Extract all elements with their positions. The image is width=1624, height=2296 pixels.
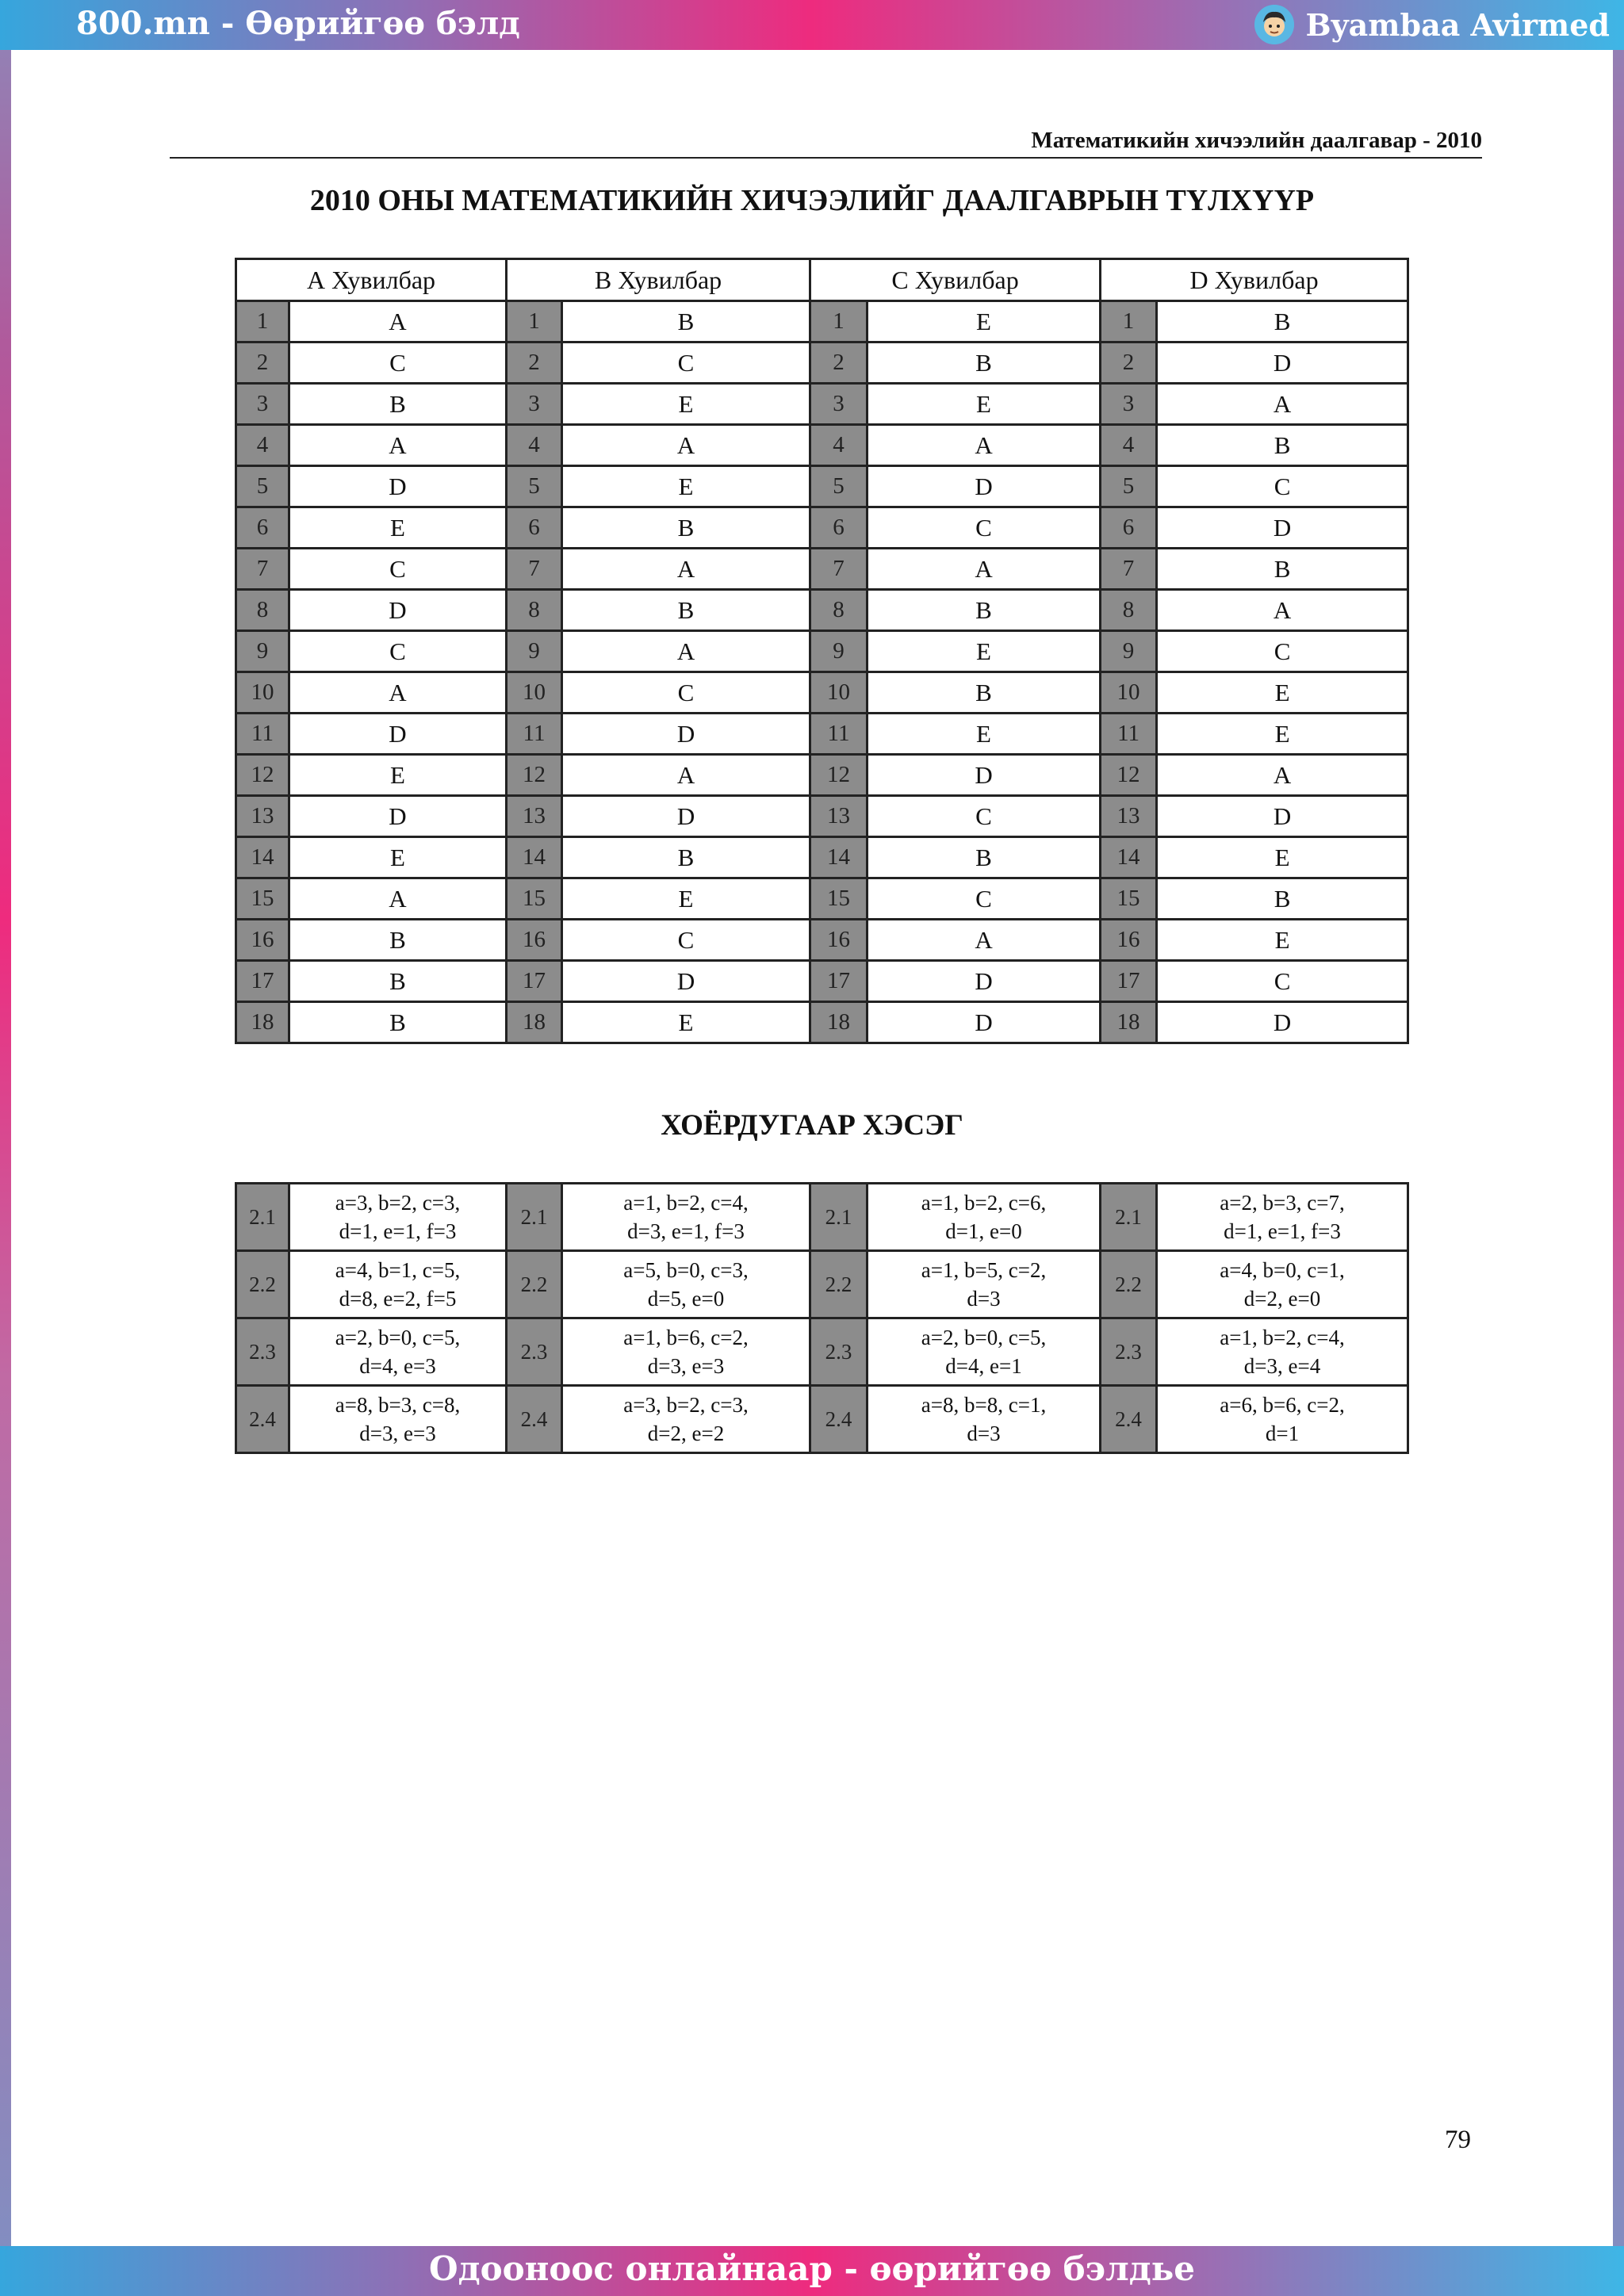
answer-cell: E	[868, 384, 1101, 425]
answer-cell: D	[562, 796, 810, 837]
question-number-cell: 2.2	[236, 1251, 289, 1318]
user-badge[interactable]	[1254, 3, 1610, 46]
answer-cell	[868, 1386, 1101, 1453]
variant-header: С Хувилбар	[810, 259, 1101, 301]
top-banner	[0, 0, 1624, 50]
answer-cell	[1157, 1184, 1408, 1251]
table-row	[236, 631, 1408, 672]
answer-cell	[868, 1251, 1101, 1318]
answer-cell: D	[1157, 342, 1408, 384]
question-number-cell: 4	[507, 425, 562, 466]
answer-cell: E	[868, 301, 1101, 342]
footer-slogan[interactable]: Одооноос онлайнаар - өөрийгөө бэлдье	[428, 2249, 1196, 2288]
answer-line: d=2, e=0	[1243, 1287, 1321, 1311]
bottom-banner	[0, 2246, 1624, 2296]
variant-header-row	[236, 259, 1408, 301]
answer-cell	[289, 1251, 507, 1318]
question-number-cell: 2	[1101, 342, 1157, 384]
answer-cell: A	[562, 425, 810, 466]
question-number-cell: 14	[1101, 837, 1157, 878]
question-number-cell: 13	[507, 796, 562, 837]
question-number-cell: 2.3	[507, 1318, 562, 1386]
question-number-cell: 17	[810, 961, 868, 1002]
answer-line: a=1, b=6, c=2,	[623, 1325, 749, 1349]
table-row	[236, 590, 1408, 631]
table-row	[236, 1386, 1408, 1453]
question-number-cell: 2.4	[1101, 1386, 1157, 1453]
question-number-cell: 2.3	[236, 1318, 289, 1386]
answer-cell: A	[289, 878, 507, 920]
table-row	[236, 796, 1408, 837]
question-number-cell: 2.2	[1101, 1251, 1157, 1318]
answer-cell: B	[868, 590, 1101, 631]
answer-line: d=3	[967, 1287, 1001, 1311]
question-number-cell: 1	[810, 301, 868, 342]
answer-line: a=6, b=6, c=2,	[1220, 1392, 1345, 1417]
question-number-cell: 14	[507, 837, 562, 878]
question-number-cell: 11	[507, 714, 562, 755]
answer-cell	[562, 1386, 810, 1453]
table-row	[236, 878, 1408, 920]
question-number-cell: 1	[507, 301, 562, 342]
table-row	[236, 961, 1408, 1002]
question-number-cell: 2.2	[810, 1251, 868, 1318]
question-number-cell: 8	[1101, 590, 1157, 631]
question-number-cell: 5	[507, 466, 562, 507]
question-number-cell: 2	[810, 342, 868, 384]
table-row	[236, 755, 1408, 796]
answer-line: d=5, e=0	[647, 1287, 725, 1311]
question-number-cell: 17	[236, 961, 289, 1002]
answer-cell	[289, 1386, 507, 1453]
variant-header: А Хувилбар	[236, 259, 507, 301]
answer-cell: A	[562, 755, 810, 796]
answer-line: a=4, b=1, c=5,	[335, 1257, 461, 1282]
table-row	[236, 837, 1408, 878]
question-number-cell: 11	[1101, 714, 1157, 755]
question-number-cell: 15	[810, 878, 868, 920]
running-header: Математикийн хичээлийн даалгавар - 2010	[170, 128, 1482, 159]
answer-line: d=3, e=1, f=3	[627, 1219, 745, 1243]
question-number-cell: 16	[507, 920, 562, 961]
answer-cell: C	[289, 549, 507, 590]
question-number-cell: 1	[236, 301, 289, 342]
question-number-cell: 18	[810, 1002, 868, 1043]
question-number-cell: 7	[236, 549, 289, 590]
answer-line: a=8, b=8, c=1,	[921, 1392, 1047, 1417]
question-number-cell: 2.4	[236, 1386, 289, 1453]
question-number-cell: 17	[1101, 961, 1157, 1002]
question-number-cell: 1	[1101, 301, 1157, 342]
variant-header: D Хувилбар	[1101, 259, 1408, 301]
question-number-cell: 14	[236, 837, 289, 878]
site-title[interactable]: 800.mn - Өөрийгөө бэлд	[76, 5, 520, 42]
answer-cell: C	[562, 342, 810, 384]
answer-cell: C	[1157, 631, 1408, 672]
answer-cell: A	[562, 549, 810, 590]
answer-line: a=3, b=2, c=3,	[335, 1190, 461, 1215]
table-row	[236, 507, 1408, 549]
answer-cell	[562, 1251, 810, 1318]
answer-line: a=2, b=3, c=7,	[1220, 1190, 1345, 1215]
answer-line: d=4, e=3	[359, 1354, 436, 1378]
question-number-cell: 6	[810, 507, 868, 549]
answer-line: d=1, e=0	[945, 1219, 1022, 1243]
answer-line: d=3	[967, 1422, 1001, 1445]
question-number-cell: 14	[810, 837, 868, 878]
question-number-cell: 13	[1101, 796, 1157, 837]
answer-cell	[289, 1184, 507, 1251]
answer-cell: A	[868, 920, 1101, 961]
answer-line: d=4, e=1	[945, 1354, 1022, 1378]
answer-cell	[868, 1318, 1101, 1386]
question-number-cell: 18	[236, 1002, 289, 1043]
page-number: 79	[1445, 2126, 1471, 2154]
table-row	[236, 1251, 1408, 1318]
answer-cell: C	[289, 342, 507, 384]
answer-line: a=1, b=2, c=4,	[1220, 1325, 1345, 1349]
answer-cell: B	[868, 672, 1101, 714]
table-row	[236, 342, 1408, 384]
question-number-cell: 7	[1101, 549, 1157, 590]
answer-cell: A	[289, 301, 507, 342]
answer-cell	[1157, 1251, 1408, 1318]
answer-key-table-part2	[235, 1182, 1409, 1454]
question-number-cell: 18	[507, 1002, 562, 1043]
question-number-cell: 5	[236, 466, 289, 507]
question-number-cell: 2	[507, 342, 562, 384]
question-number-cell: 10	[236, 672, 289, 714]
document-page	[11, 50, 1613, 2246]
answer-cell: B	[1157, 549, 1408, 590]
answer-cell: A	[289, 672, 507, 714]
question-number-cell: 12	[507, 755, 562, 796]
variant-header: В Хувилбар	[507, 259, 810, 301]
answer-line: a=1, b=2, c=4,	[623, 1190, 749, 1215]
user-name: Byambaa Avirmed	[1305, 6, 1610, 43]
answer-line: d=1, e=1, f=3	[1224, 1219, 1341, 1243]
question-number-cell: 8	[507, 590, 562, 631]
question-number-cell: 6	[1101, 507, 1157, 549]
answer-line: a=2, b=0, c=5,	[335, 1325, 461, 1349]
answer-cell	[562, 1318, 810, 1386]
answer-cell: A	[1157, 590, 1408, 631]
table-row	[236, 425, 1408, 466]
answer-line: d=1	[1265, 1422, 1300, 1445]
answer-cell: E	[289, 507, 507, 549]
question-number-cell: 17	[507, 961, 562, 1002]
answer-cell: E	[1157, 837, 1408, 878]
answer-cell: B	[868, 342, 1101, 384]
answer-cell: A	[868, 425, 1101, 466]
avatar-icon	[1254, 5, 1294, 44]
question-number-cell: 2.4	[507, 1386, 562, 1453]
answer-cell: D	[1157, 796, 1408, 837]
answer-cell: E	[562, 1002, 810, 1043]
section-title-part2: ХОЁРДУГААР ХЭСЭГ	[661, 1109, 963, 1142]
question-number-cell: 15	[1101, 878, 1157, 920]
answer-line: a=4, b=0, c=1,	[1220, 1257, 1345, 1282]
question-number-cell: 5	[810, 466, 868, 507]
answer-cell: D	[289, 466, 507, 507]
question-number-cell: 2.2	[507, 1251, 562, 1318]
answer-cell: E	[1157, 672, 1408, 714]
question-number-cell: 8	[810, 590, 868, 631]
answer-cell: C	[868, 878, 1101, 920]
answer-line: d=8, e=2, f=5	[339, 1287, 457, 1311]
question-number-cell: 3	[810, 384, 868, 425]
answer-cell: D	[289, 714, 507, 755]
answer-cell: A	[562, 631, 810, 672]
question-number-cell: 11	[236, 714, 289, 755]
question-number-cell: 2.3	[1101, 1318, 1157, 1386]
answer-cell: C	[562, 672, 810, 714]
table-row	[236, 549, 1408, 590]
table-row	[236, 672, 1408, 714]
question-number-cell: 9	[507, 631, 562, 672]
question-number-cell: 13	[810, 796, 868, 837]
question-number-cell: 4	[1101, 425, 1157, 466]
answer-cell: B	[562, 837, 810, 878]
answer-cell	[868, 1184, 1101, 1251]
answer-cell: B	[289, 961, 507, 1002]
answer-line: a=5, b=0, c=3,	[623, 1257, 749, 1282]
answer-cell: A	[1157, 755, 1408, 796]
answer-cell: B	[1157, 878, 1408, 920]
question-number-cell: 16	[236, 920, 289, 961]
question-number-cell: 11	[810, 714, 868, 755]
question-number-cell: 13	[236, 796, 289, 837]
answer-cell: C	[562, 920, 810, 961]
answer-cell: A	[868, 549, 1101, 590]
table-row	[236, 714, 1408, 755]
answer-cell: D	[1157, 1002, 1408, 1043]
question-number-cell: 6	[507, 507, 562, 549]
answer-cell: E	[562, 466, 810, 507]
question-number-cell: 6	[236, 507, 289, 549]
answer-cell: C	[868, 507, 1101, 549]
question-number-cell: 2.1	[1101, 1184, 1157, 1251]
answer-cell: C	[1157, 466, 1408, 507]
answer-line: a=8, b=3, c=8,	[335, 1392, 461, 1417]
answer-cell: C	[289, 631, 507, 672]
table-row	[236, 466, 1408, 507]
question-number-cell: 2.1	[236, 1184, 289, 1251]
question-number-cell: 10	[1101, 672, 1157, 714]
answer-cell: E	[1157, 714, 1408, 755]
answer-line: a=2, b=0, c=5,	[921, 1325, 1047, 1349]
page-title: 2010 ОНЫ МАТЕМАТИКИЙН ХИЧЭЭЛИЙГ ДААЛГАВРЫН ТҮЛХҮҮР	[309, 184, 1315, 217]
answer-cell: D	[868, 755, 1101, 796]
answer-cell: D	[868, 961, 1101, 1002]
question-number-cell: 7	[507, 549, 562, 590]
answer-cell: E	[562, 384, 810, 425]
answer-cell: B	[868, 837, 1101, 878]
answer-cell	[562, 1184, 810, 1251]
answer-cell: C	[868, 796, 1101, 837]
answer-cell: B	[1157, 301, 1408, 342]
question-number-cell: 3	[236, 384, 289, 425]
question-number-cell: 9	[810, 631, 868, 672]
answer-cell: D	[1157, 507, 1408, 549]
question-number-cell: 16	[1101, 920, 1157, 961]
answer-line: d=3, e=3	[647, 1354, 725, 1378]
answer-cell: B	[562, 507, 810, 549]
question-number-cell: 2.3	[810, 1318, 868, 1386]
answer-key-table-part1	[235, 258, 1409, 1044]
question-number-cell: 15	[507, 878, 562, 920]
answer-cell: E	[1157, 920, 1408, 961]
question-number-cell: 15	[236, 878, 289, 920]
answer-cell: B	[1157, 425, 1408, 466]
question-number-cell: 5	[1101, 466, 1157, 507]
answer-line: d=3, e=4	[1243, 1354, 1321, 1378]
answer-cell: C	[1157, 961, 1408, 1002]
question-number-cell: 4	[810, 425, 868, 466]
question-number-cell: 10	[810, 672, 868, 714]
answer-cell: D	[562, 714, 810, 755]
answer-cell: D	[289, 796, 507, 837]
answer-cell: E	[289, 837, 507, 878]
question-number-cell: 3	[507, 384, 562, 425]
question-number-cell: 12	[236, 755, 289, 796]
table-row	[236, 1184, 1408, 1251]
answer-cell: A	[1157, 384, 1408, 425]
answer-line: a=1, b=2, c=6,	[921, 1190, 1047, 1215]
question-number-cell: 9	[236, 631, 289, 672]
answer-cell	[1157, 1318, 1408, 1386]
answer-cell: D	[562, 961, 810, 1002]
answer-cell: D	[868, 466, 1101, 507]
answer-line: a=3, b=2, c=3,	[623, 1392, 749, 1417]
answer-line: a=1, b=5, c=2,	[921, 1257, 1047, 1282]
table-row	[236, 920, 1408, 961]
question-number-cell: 8	[236, 590, 289, 631]
table-row	[236, 1318, 1408, 1386]
answer-cell: E	[868, 631, 1101, 672]
answer-cell: D	[289, 590, 507, 631]
question-number-cell: 3	[1101, 384, 1157, 425]
answer-line: d=2, e=2	[647, 1422, 725, 1445]
answer-cell: E	[562, 878, 810, 920]
question-number-cell: 16	[810, 920, 868, 961]
answer-cell: D	[868, 1002, 1101, 1043]
question-number-cell: 4	[236, 425, 289, 466]
table-row	[236, 384, 1408, 425]
table-row	[236, 1002, 1408, 1043]
answer-line: d=1, e=1, f=3	[339, 1219, 457, 1243]
answer-cell	[289, 1318, 507, 1386]
answer-cell: B	[289, 920, 507, 961]
table-row	[236, 301, 1408, 342]
question-number-cell: 2.1	[507, 1184, 562, 1251]
answer-cell: B	[562, 301, 810, 342]
question-number-cell: 9	[1101, 631, 1157, 672]
answer-cell: B	[562, 590, 810, 631]
question-number-cell: 18	[1101, 1002, 1157, 1043]
question-number-cell: 2.1	[810, 1184, 868, 1251]
question-number-cell: 7	[810, 549, 868, 590]
question-number-cell: 12	[1101, 755, 1157, 796]
question-number-cell: 12	[810, 755, 868, 796]
question-number-cell: 2	[236, 342, 289, 384]
answer-cell: E	[868, 714, 1101, 755]
answer-line: d=3, e=3	[359, 1422, 436, 1445]
answer-cell: B	[289, 384, 507, 425]
question-number-cell: 10	[507, 672, 562, 714]
answer-cell: A	[289, 425, 507, 466]
question-number-cell: 2.4	[810, 1386, 868, 1453]
answer-cell	[1157, 1386, 1408, 1453]
answer-cell: E	[289, 755, 507, 796]
answer-cell: B	[289, 1002, 507, 1043]
